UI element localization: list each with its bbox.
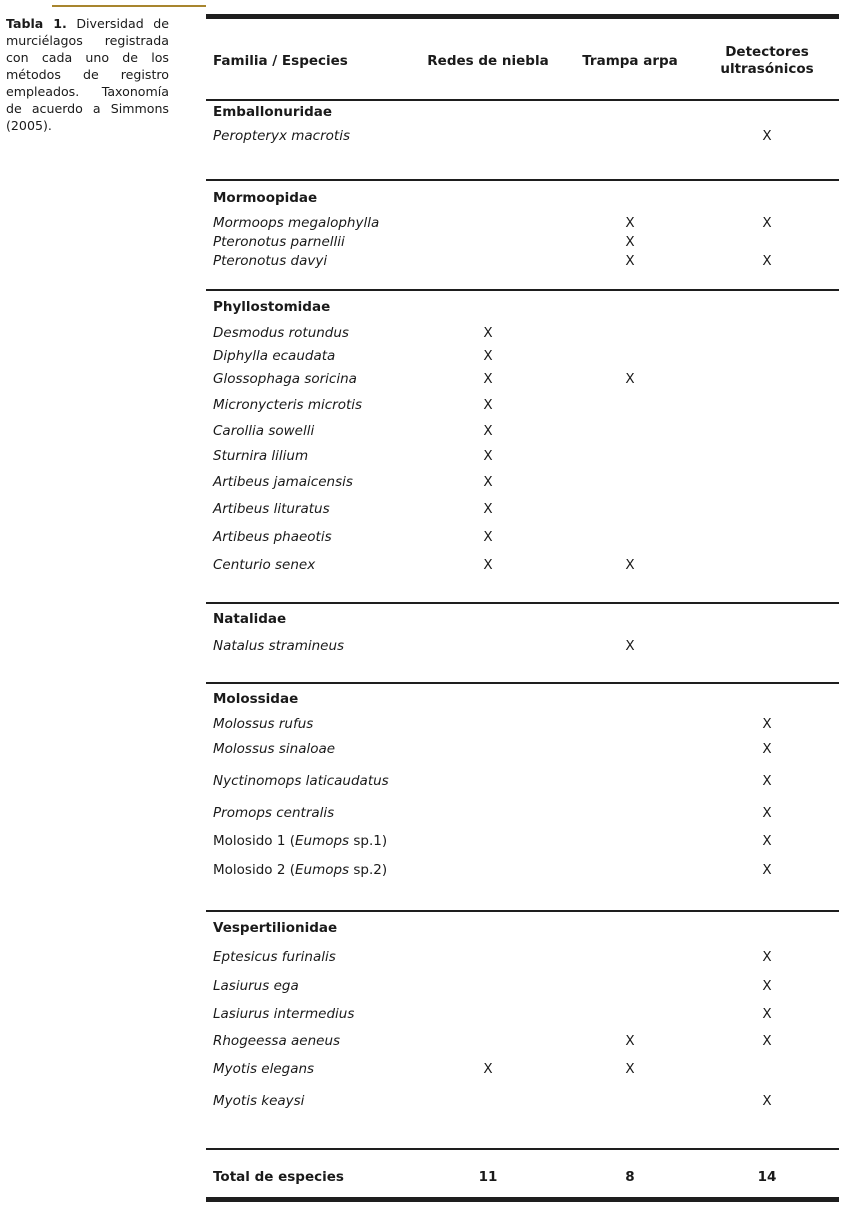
mark-redes: X [483, 474, 493, 490]
mark-detectores: X [762, 773, 772, 789]
mark-redes: X [483, 423, 493, 439]
species-name: Natalus stramineus [213, 638, 345, 654]
mark-redes: X [483, 501, 493, 517]
mark-arpa: X [625, 234, 635, 250]
species-name: Glossophaga soricina [213, 371, 357, 387]
species-name-suffix: sp.2) [349, 862, 388, 878]
family-name: Vespertilionidae [213, 920, 338, 936]
mark-arpa: X [625, 371, 635, 387]
family-divider [206, 179, 839, 181]
mark-detectores: X [762, 949, 772, 965]
table-caption [6, 15, 169, 134]
mark-redes: X [483, 448, 493, 464]
species-name-italic: Eumops [294, 833, 350, 849]
species-name: Desmodus rotundus [213, 325, 349, 341]
species-name: Myotis elegans [213, 1061, 315, 1077]
mark-redes: X [483, 348, 493, 364]
species-name: Pteronotus davyi [213, 253, 328, 269]
family-divider [206, 602, 839, 604]
mark-detectores: X [762, 741, 772, 757]
mark-detectores: X [762, 253, 772, 269]
total-redes: 11 [478, 1169, 498, 1185]
species-name: Artibeus lituratus [213, 501, 330, 517]
total-label: Total de especies [213, 1169, 344, 1185]
species-name: Sturnira lilium [213, 448, 309, 464]
mark-detectores: X [762, 716, 772, 732]
header-detectores-line1: Detectores [725, 44, 809, 60]
family-divider [206, 910, 839, 912]
family-name: Natalidae [213, 611, 287, 627]
mark-arpa: X [625, 1033, 635, 1049]
total-detectores: 14 [757, 1169, 777, 1185]
species-name: Mormoops megalophylla [213, 215, 380, 231]
header-detectores-line2: ultrasónicos [720, 61, 814, 77]
mark-redes: X [483, 397, 493, 413]
species-name [213, 862, 387, 879]
species-name-prefix: Molosido 2 ( [213, 862, 295, 878]
header-familia-especies: Familia / Especies [213, 53, 348, 69]
species-name: Promops centralis [213, 805, 335, 821]
caption-text: Diversidad de murciélagos registrada con cada uno de los métodos de registro empleados. Taxonomía de acuerdo a Simmons (2005). [6, 16, 169, 133]
species-name: Diphylla ecaudata [213, 348, 336, 364]
header-detectores [697, 44, 837, 78]
species-name: Nyctinomops laticaudatus [213, 773, 389, 789]
species-name: Pteronotus parnellii [213, 234, 345, 250]
species-name: Molossus sinaloae [213, 741, 336, 757]
mark-detectores: X [762, 215, 772, 231]
family-name: Phyllostomidae [213, 299, 331, 315]
table-bottom-rule [206, 1197, 839, 1202]
mark-detectores: X [762, 805, 772, 821]
family-divider [206, 682, 839, 684]
total-rule [206, 1148, 839, 1150]
mark-detectores: X [762, 128, 772, 144]
mark-detectores: X [762, 1006, 772, 1022]
total-arpa: 8 [625, 1169, 635, 1185]
mark-redes: X [483, 1061, 493, 1077]
mark-redes: X [483, 325, 493, 341]
family-name: Emballonuridae [213, 104, 333, 120]
species-name: Lasiurus ega [213, 978, 299, 994]
mark-redes: X [483, 529, 493, 545]
family-name: Mormoopidae [213, 190, 318, 206]
species-name: Peropteryx macrotis [213, 128, 350, 144]
mark-redes: X [483, 371, 493, 387]
family-name: Molossidae [213, 691, 299, 707]
mark-detectores: X [762, 1093, 772, 1109]
species-name [213, 833, 387, 850]
table-top-rule [206, 14, 839, 19]
header-rule [206, 99, 839, 101]
species-name: Artibeus jamaicensis [213, 474, 353, 490]
species-name: Micronycteris microtis [213, 397, 363, 413]
species-name: Eptesicus furinalis [213, 949, 336, 965]
species-name: Myotis keaysi [213, 1093, 305, 1109]
caption-accent-rule [52, 5, 206, 7]
mark-detectores: X [762, 833, 772, 849]
species-name: Carollia sowelli [213, 423, 315, 439]
species-name-suffix: sp.1) [349, 833, 388, 849]
mark-detectores: X [762, 1033, 772, 1049]
mark-redes: X [483, 557, 493, 573]
mark-arpa: X [625, 638, 635, 654]
mark-arpa: X [625, 215, 635, 231]
species-name: Rhogeessa aeneus [213, 1033, 341, 1049]
mark-detectores: X [762, 978, 772, 994]
header-redes-de-niebla: Redes de niebla [427, 53, 549, 69]
species-name: Artibeus phaeotis [213, 529, 332, 545]
species-name-italic: Eumops [294, 862, 350, 878]
species-name: Molossus rufus [213, 716, 314, 732]
mark-arpa: X [625, 557, 635, 573]
species-name: Centurio senex [213, 557, 316, 573]
header-trampa-arpa: Trampa arpa [582, 53, 678, 69]
family-divider [206, 289, 839, 291]
species-name: Lasiurus intermedius [213, 1006, 355, 1022]
species-name-prefix: Molosido 1 ( [213, 833, 295, 849]
caption-label: Tabla 1. [6, 16, 67, 31]
mark-arpa: X [625, 1061, 635, 1077]
mark-detectores: X [762, 862, 772, 878]
mark-arpa: X [625, 253, 635, 269]
